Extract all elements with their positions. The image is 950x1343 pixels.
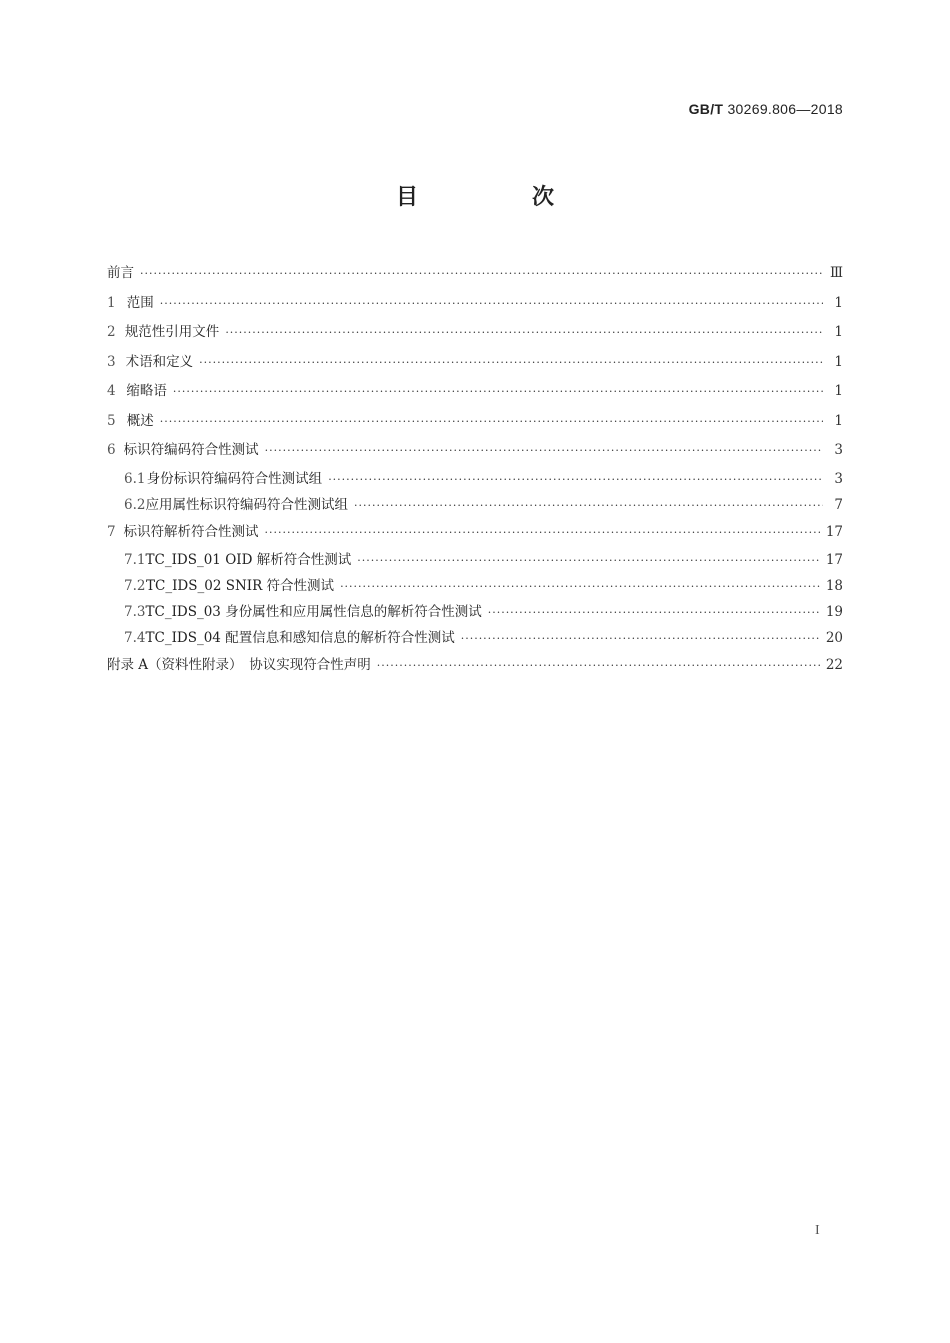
toc-entry-title: TC_IDS_02 SNIR 符合性测试	[146, 578, 335, 594]
toc-entry-title: 身份标识符编码符合性测试组	[146, 470, 323, 487]
page-title: 目 次	[395, 185, 600, 210]
toc-entry-page: 1	[834, 412, 843, 429]
toc-entry-7-1[interactable]	[107, 547, 843, 573]
toc-entry-page: 17	[825, 523, 843, 540]
standard-number: 30269.806—2018	[727, 101, 843, 117]
toc-entry-foreword[interactable]	[107, 259, 843, 289]
toc-entry-number: 7.3	[124, 604, 146, 620]
toc-entry-number: 6.2	[124, 496, 146, 513]
toc-entry-page: Ⅲ	[829, 265, 843, 281]
dot-leader	[357, 548, 820, 574]
toc-entry-page: 3	[834, 442, 843, 458]
toc-entry-title: 标识符解析符合性测试	[123, 523, 259, 540]
toc-entry-abbreviations[interactable]	[107, 377, 843, 407]
toc-entry-title: 范围	[126, 294, 154, 311]
toc-entry-6-2[interactable]	[107, 492, 843, 518]
toc-entry-number: 5	[107, 412, 116, 429]
toc-entry-annex-a[interactable]	[107, 651, 843, 681]
toc-entry-page: 1	[834, 353, 843, 370]
toc-entry-identifier-resolution[interactable]	[107, 518, 843, 548]
toc-entry-title: 规范性引用文件	[124, 324, 220, 340]
toc-entry-overview[interactable]	[107, 407, 843, 437]
toc-entry-title: 附录 A（资料性附录） 协议实现符合性声明	[107, 657, 371, 673]
dot-leader	[199, 348, 823, 378]
toc-entry-title: TC_IDS_04 配置信息和感知信息的解析符合性测试	[145, 630, 455, 646]
toc-entry-page: 1	[834, 383, 843, 399]
toc-entry-6-1[interactable]	[107, 466, 843, 492]
toc-entry-number: 3	[107, 353, 116, 370]
toc-entry-normative-references[interactable]	[107, 318, 843, 348]
toc-entry-number: 6	[107, 442, 116, 458]
dot-leader	[265, 436, 823, 466]
toc-entry-number: 7	[107, 523, 116, 540]
toc-entry-page: 3	[834, 470, 843, 487]
dot-leader	[173, 377, 823, 407]
toc-entry-title: TC_IDS_03 身份属性和应用属性信息的解析符合性测试	[145, 604, 482, 620]
table-of-contents	[107, 259, 843, 681]
toc-entry-page: 18	[825, 578, 843, 594]
toc-entry-number: 1	[107, 294, 116, 311]
toc-entry-title: TC_IDS_01 OID 解析符合性测试	[145, 552, 352, 568]
dot-leader	[160, 407, 823, 437]
toc-entry-title: 前言	[107, 265, 134, 281]
toc-entry-page: 7	[834, 496, 843, 513]
toc-entry-number: 7.4	[124, 630, 146, 646]
dot-leader	[340, 574, 820, 600]
dot-leader	[225, 318, 823, 348]
toc-entry-7-4[interactable]	[107, 625, 843, 651]
dot-leader	[377, 651, 820, 681]
dot-leader	[140, 259, 823, 289]
toc-entry-7-2[interactable]	[107, 573, 843, 599]
dot-leader	[265, 518, 820, 548]
toc-entry-terms[interactable]	[107, 348, 843, 378]
toc-entry-title: 术语和定义	[125, 353, 194, 370]
toc-entry-page: 1	[834, 294, 843, 311]
toc-entry-page: 20	[825, 630, 843, 646]
toc-entry-page: 1	[834, 324, 843, 340]
dot-leader	[354, 493, 823, 519]
document-code	[689, 101, 843, 117]
dot-leader	[328, 467, 823, 493]
dot-leader	[160, 289, 823, 319]
toc-entry-page: 22	[825, 657, 843, 673]
toc-entry-page: 17	[825, 552, 843, 568]
toc-entry-title: 缩略语	[126, 383, 167, 399]
toc-entry-identifier-encoding[interactable]	[107, 436, 843, 466]
toc-entry-number: 6.1	[124, 470, 146, 487]
toc-entry-7-3[interactable]	[107, 599, 843, 625]
toc-entry-scope[interactable]	[107, 289, 843, 319]
toc-entry-page: 19	[825, 604, 843, 620]
toc-entry-title: 标识符编码符合性测试	[123, 442, 259, 458]
toc-entry-title: 概述	[126, 412, 154, 429]
dot-leader	[461, 626, 820, 652]
toc-entry-number: 4	[107, 383, 116, 399]
page-number: I	[815, 1223, 820, 1238]
toc-entry-number: 7.2	[124, 578, 146, 594]
standard-prefix: GB/T	[688, 101, 724, 117]
toc-entry-title: 应用属性标识符编码符合性测试组	[145, 496, 348, 513]
toc-entry-number: 2	[107, 324, 116, 340]
toc-entry-number: 7.1	[124, 552, 146, 568]
dot-leader	[488, 600, 820, 626]
